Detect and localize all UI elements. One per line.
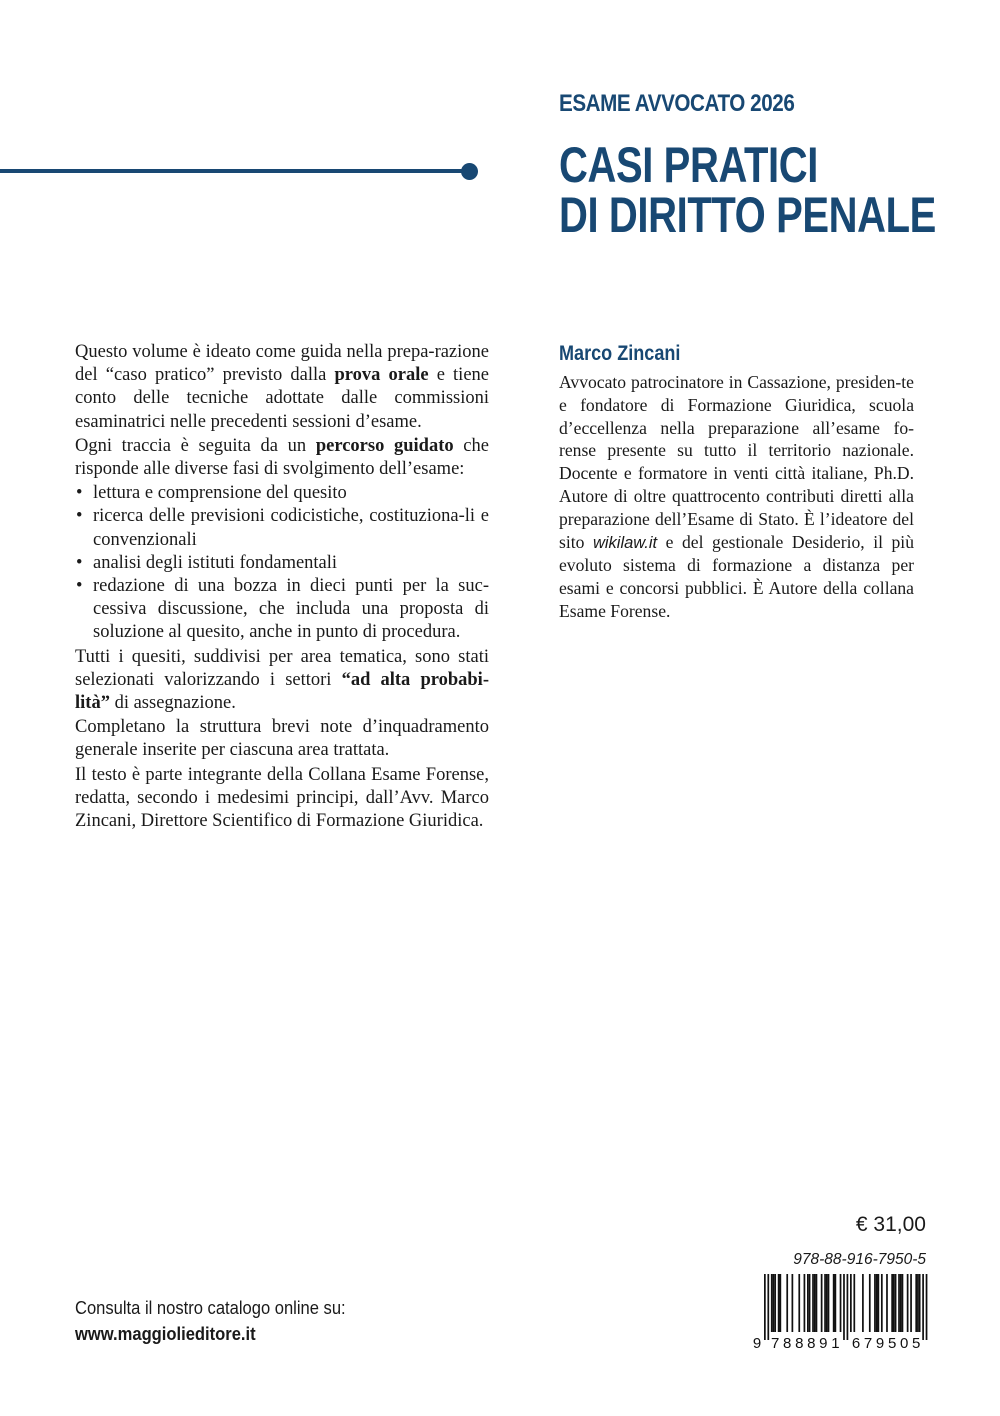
barcode-bar (786, 1274, 788, 1332)
barcode-bar (774, 1274, 776, 1332)
barcode-bar (833, 1274, 835, 1332)
book-title-line-1: CASI PRATICI (559, 137, 818, 193)
barcode-digit: 0 (900, 1335, 909, 1350)
list-item: • analisi degli istituti fondamentali (75, 552, 489, 575)
barcode-bar (840, 1274, 842, 1332)
barcode-bar (898, 1274, 900, 1332)
barcode-bar (771, 1274, 773, 1332)
barcode-digit: 6 (851, 1335, 861, 1350)
author-name: Marco Zincani (559, 342, 681, 365)
author-bio: Avvocato patrocinatore in Cassazione, presiden-te e fondatore di Formazione Giuridica, scuola d’eccellenza nella preparazione all’esame fo-rense presente su tutto il territorio nazionale. Docente e formatore in venti città italiane, Ph.D. Autore di oltre quattrocento contributi diretti alla preparazione dell’Esame di Stato. È l’ideatore del sito wikilaw.it e del gestionale Desiderio, il più evoluto sistema di formazione a distanza per esami e concorsi pubblici. È Autore della collana Esame Forense. (559, 372, 914, 621)
book-title (559, 137, 936, 243)
barcode-bar (910, 1274, 912, 1332)
barcode-bar (878, 1274, 880, 1332)
barcode-bars (764, 1274, 927, 1340)
barcode-bar (869, 1274, 871, 1332)
barcode-bar (804, 1274, 806, 1332)
catalog-label: Consulta il nostro catalogo online su: (75, 1298, 346, 1318)
emphasis-percorso-guidato: percorso guidato (315, 435, 454, 456)
barcode-bar (764, 1274, 766, 1340)
barcode-bar (876, 1274, 878, 1332)
barcode-bar (922, 1274, 924, 1340)
barcode-bar (779, 1274, 781, 1332)
barcode-bar (816, 1274, 818, 1332)
barcode-digit: 7 (771, 1335, 780, 1350)
barcode-bar (902, 1274, 904, 1332)
phases-list (75, 482, 489, 644)
barcode-bar (835, 1274, 837, 1332)
barcode-digit: 5 (887, 1335, 897, 1350)
barcode-bar (900, 1274, 902, 1332)
barcode-bar (895, 1274, 897, 1332)
barcode-bar (862, 1274, 864, 1332)
barcode-bar (926, 1274, 928, 1340)
series-label: ESAME AVVOCATO 2026 (559, 90, 795, 117)
price: € 31,00 (855, 1213, 926, 1236)
isbn: 978-88-916-7950-5 (793, 1251, 926, 1268)
barcode-bar (886, 1274, 888, 1332)
barcode-bar (907, 1274, 909, 1332)
book-description (75, 341, 489, 834)
barcode-digit: 9 (875, 1335, 885, 1350)
barcode-bar (821, 1274, 823, 1332)
barcode-bar (843, 1274, 845, 1340)
bio-site-link: wikilaw.it (592, 533, 658, 552)
barcode-digit: 8 (795, 1335, 804, 1350)
barcode-bar (891, 1274, 893, 1332)
barcode-digit: 8 (783, 1335, 792, 1350)
barcode-bar (826, 1274, 828, 1332)
barcode-digit: 8 (807, 1335, 816, 1350)
barcode-bar (767, 1274, 769, 1340)
barcode-digit: 7 (863, 1335, 873, 1350)
barcode-bar (850, 1274, 852, 1332)
description-paragraph-5: Il testo è parte integrante della Collana Esame Forense, redatta, secondo i medesimi principi, dall’Avv. Marco Zincani, Direttore Scientifico di Formazione Giuridica. (75, 764, 489, 832)
barcode-bar (893, 1274, 895, 1332)
barcode-bar (828, 1274, 830, 1332)
description-paragraph-3: Tutti i quesiti, suddivisi per area tematica, sono stati selezionati valorizzando i settori “ad alta probabi-lità” di assegnazione. (75, 646, 489, 714)
barcode-digits (753, 1335, 921, 1350)
emphasis-alta-probabilita: “ad alta probabi-lità” (75, 669, 489, 714)
barcode-bar (847, 1274, 849, 1340)
barcode-bar (917, 1274, 919, 1332)
barcode-bar (809, 1274, 811, 1332)
barcode-digit: 9 (819, 1335, 828, 1350)
barcode-digit: 1 (831, 1335, 840, 1350)
description-paragraph-1: Questo volume è ideato come guida nella prepa-razione del “caso pratico” previsto dalla prova orale e tiene conto delle tecniche adottate dalle commissioni esaminatrici nelle precedenti sessioni d’esame. (75, 342, 489, 432)
emphasis-prova-orale: prova orale (334, 365, 429, 386)
barcode-bar (853, 1274, 855, 1332)
barcode-bar (798, 1274, 800, 1332)
list-item: • lettura e comprensione del quesito (75, 482, 489, 505)
barcode-bar (824, 1274, 826, 1332)
barcode-bar (915, 1274, 917, 1332)
decorative-rule (0, 169, 468, 173)
barcode-bar (814, 1274, 816, 1332)
publisher-website[interactable]: www.maggiolieditore.it (75, 1324, 256, 1344)
barcode-bar (778, 1274, 780, 1332)
barcode-digit: 5 (912, 1335, 921, 1350)
book-title-line-2: DI DIRITTO PENALE (559, 187, 936, 243)
description-paragraph-2: Ogni traccia è seguita da un percorso guidato che risponde alle diverse fasi di svolgimento dell’esame: (75, 435, 489, 480)
barcode-bar (919, 1274, 921, 1332)
list-item: • redazione di una bozza in dieci punti per la suc-cessiva discussione, che includa una proposta di soluzione al quesito, anche in punto di procedura. (75, 575, 489, 645)
barcode-bar (812, 1274, 814, 1332)
isbn-barcode (752, 1274, 930, 1350)
barcode-bar (792, 1274, 794, 1332)
list-item: • ricerca delle previsioni codicistiche, costituziona-li e convenzionali (75, 505, 489, 551)
description-paragraph-4: Completano la struttura brevi note d’inquadramento generale inserite per ciascuna area trattata. (75, 717, 489, 761)
barcode-bar (881, 1274, 883, 1332)
barcode-bar (773, 1274, 775, 1332)
rule-dot (461, 163, 478, 180)
barcode-digit: 9 (752, 1335, 762, 1350)
barcode-bar (874, 1274, 876, 1332)
barcode-bar (807, 1274, 809, 1332)
